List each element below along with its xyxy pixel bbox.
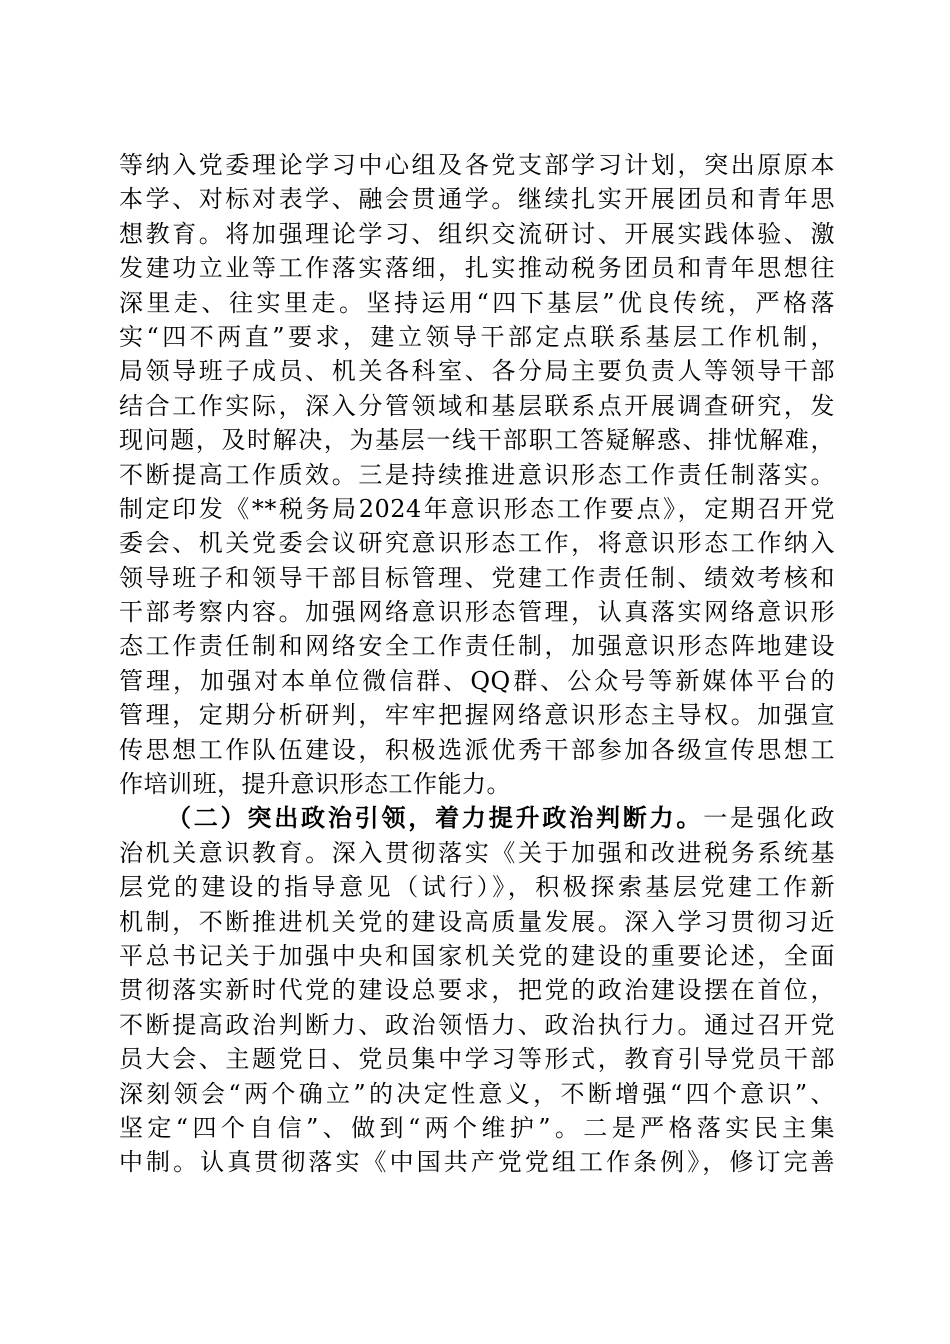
text-line: 不断提高政治判断力、政治领悟力、政治执行力。通过召开党 bbox=[119, 1010, 835, 1039]
text-line: 员大会、主题党日、党员集中学习等形式，教育引导党员干部 bbox=[119, 1045, 835, 1074]
text-line: 贯彻落实新时代党的建设总要求，把党的政治建设摆在首位， bbox=[119, 976, 835, 1005]
text-line: 现问题，及时解决，为基层一线干部职工答疑解惑、排忧解难， bbox=[119, 426, 835, 455]
text-line: 发建功立业等工作落实落细，扎实推动税务团员和青年思想往 bbox=[119, 254, 835, 283]
section-heading: （二）突出政治引领，着力提升政治判断力。 bbox=[167, 803, 704, 833]
text-line: 实“四不两直”要求，建立领导干部定点联系基层工作机制， bbox=[119, 322, 835, 351]
paragraph-2-first-line-text: 一是强化政 bbox=[703, 804, 835, 833]
text-line: 本学、对标对表学、融会贯通学。继续扎实开展团员和青年思 bbox=[119, 185, 835, 214]
text-line: 局领导班子成员、机关各科室、各分局主要负责人等领导干部 bbox=[119, 357, 835, 386]
text-line: 深刻领会“两个确立”的决定性意义，不断增强“四个意识”、 bbox=[119, 1079, 835, 1108]
text-line: 深里走、往实里走。坚持运用“四下基层”优良传统，严格落 bbox=[119, 288, 835, 317]
text-line: 管理，加强对本单位微信群、QQ群、公众号等新媒体平台的 bbox=[119, 666, 835, 695]
paragraph-2 bbox=[119, 801, 835, 1179]
text-line: 传思想工作队伍建设，积极选派优秀干部参加各级宣传思想工 bbox=[119, 735, 835, 764]
text-line: 坚定“四个自信”、做到“两个维护”。二是严格落实民主集 bbox=[119, 1113, 835, 1142]
text-line: 领导班子和领导干部目标管理、党建工作责任制、绩效考核和 bbox=[119, 563, 835, 592]
text-line: 层党的建设的指导意见（试行）》，积极探索基层党建工作新 bbox=[119, 873, 835, 902]
text-line: 制定印发《**税务局2024年意识形态工作要点》，定期召开党 bbox=[119, 494, 835, 523]
text-line: 不断提高工作质效。三是持续推进意识形态工作责任制落实。 bbox=[119, 460, 835, 489]
text-line: 管理，定期分析研判，牢牢把握网络意识形态主导权。加强宣 bbox=[119, 701, 835, 730]
paragraph-2-first-line bbox=[119, 801, 835, 835]
text-line: 想教育。将加强理论学习、组织交流研讨、开展实践体验、激 bbox=[119, 219, 835, 248]
text-line: 干部考察内容。加强网络意识形态管理，认真落实网络意识形 bbox=[119, 598, 835, 627]
body-text bbox=[119, 148, 835, 1180]
text-line: 平总书记关于加强中央和国家机关党的建设的重要论述，全面 bbox=[119, 941, 835, 970]
text-line: 委会、机关党委会议研究意识形态工作，将意识形态工作纳入 bbox=[119, 529, 835, 558]
text-line: 中制。认真贯彻落实《中国共产党党组工作条例》，修订完善 bbox=[119, 1148, 835, 1177]
text-line: 态工作责任制和网络安全工作责任制，加强意识形态阵地建设 bbox=[119, 632, 835, 661]
text-line: 机制，不断推进机关党的建设高质量发展。深入学习贯彻习近 bbox=[119, 907, 835, 936]
text-line: 作培训班，提升意识形态工作能力。 bbox=[119, 770, 511, 799]
paragraph-1 bbox=[119, 148, 835, 801]
text-line: 治机关意识教育。深入贯彻落实《关于加强和改进税务系统基 bbox=[119, 838, 835, 867]
text-line: 等纳入党委理论学习中心组及各党支部学习计划，突出原原本 bbox=[119, 151, 835, 179]
text-line: 结合工作实际，深入分管领域和基层联系点开展调查研究，发 bbox=[119, 391, 835, 420]
